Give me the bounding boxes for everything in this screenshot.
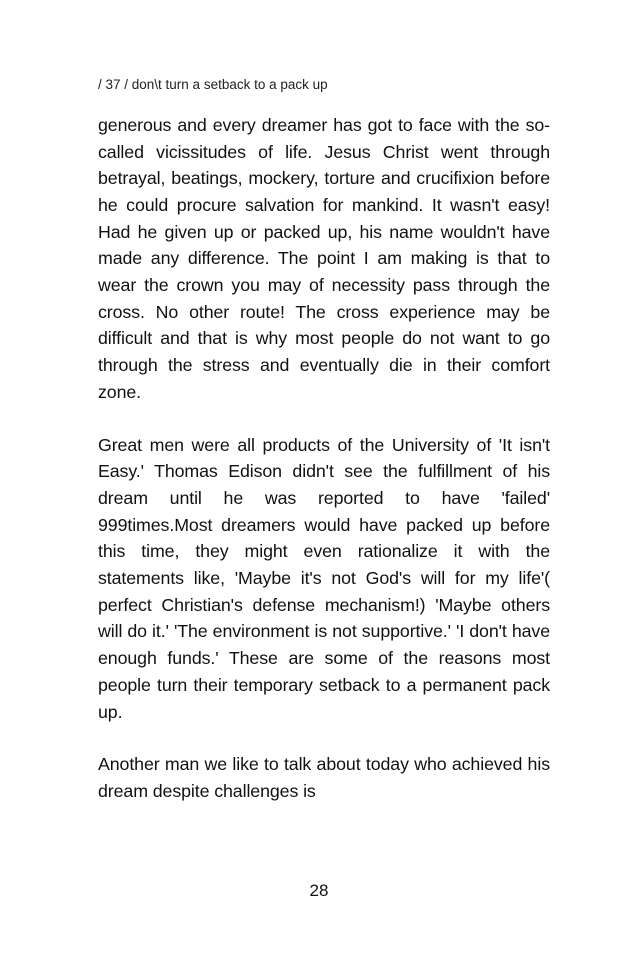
page-number: 28 bbox=[309, 881, 329, 900]
paragraph-3: Another man we like to talk about today who achieved his dream despite challenges is bbox=[98, 754, 550, 801]
page-content bbox=[98, 76, 550, 822]
body-text bbox=[98, 112, 550, 805]
running-header: / 37 / don\t turn a setback to a pack up bbox=[98, 77, 328, 92]
paragraph-1: generous and every dreamer has got to face with the so-called vicissitudes of life. Jesus Christ went through betrayal, beatings, mockery, torture and crucifixion before he could procure salvation for mankind. It wasn't easy! Had he given up or packed up, his name wouldn't have made any difference. The point I am making is that to wear the crown you may of necessity pass through the cross. No other route! The cross experience may be difficult and that is why most people do not want to go through the stress and eventually die in their comfort zone. bbox=[98, 114, 550, 402]
paragraph-2: Great men were all products of the University of 'It isn't Easy.' Thomas Edison didn't see the fulfillment of his dream until he was reported to have 'failed' 999times.Most dreamers would have packed up before this time, they might even rationalize it with the statements like, 'Maybe it's not God's will for my life'( perfect Christian's defense mechanism!) 'Maybe others will do it.' 'The environment is not supportive.' 'I don't have enough funds.' These are some of the reasons most people turn their temporary setback to a permanent pack up. bbox=[98, 434, 550, 722]
